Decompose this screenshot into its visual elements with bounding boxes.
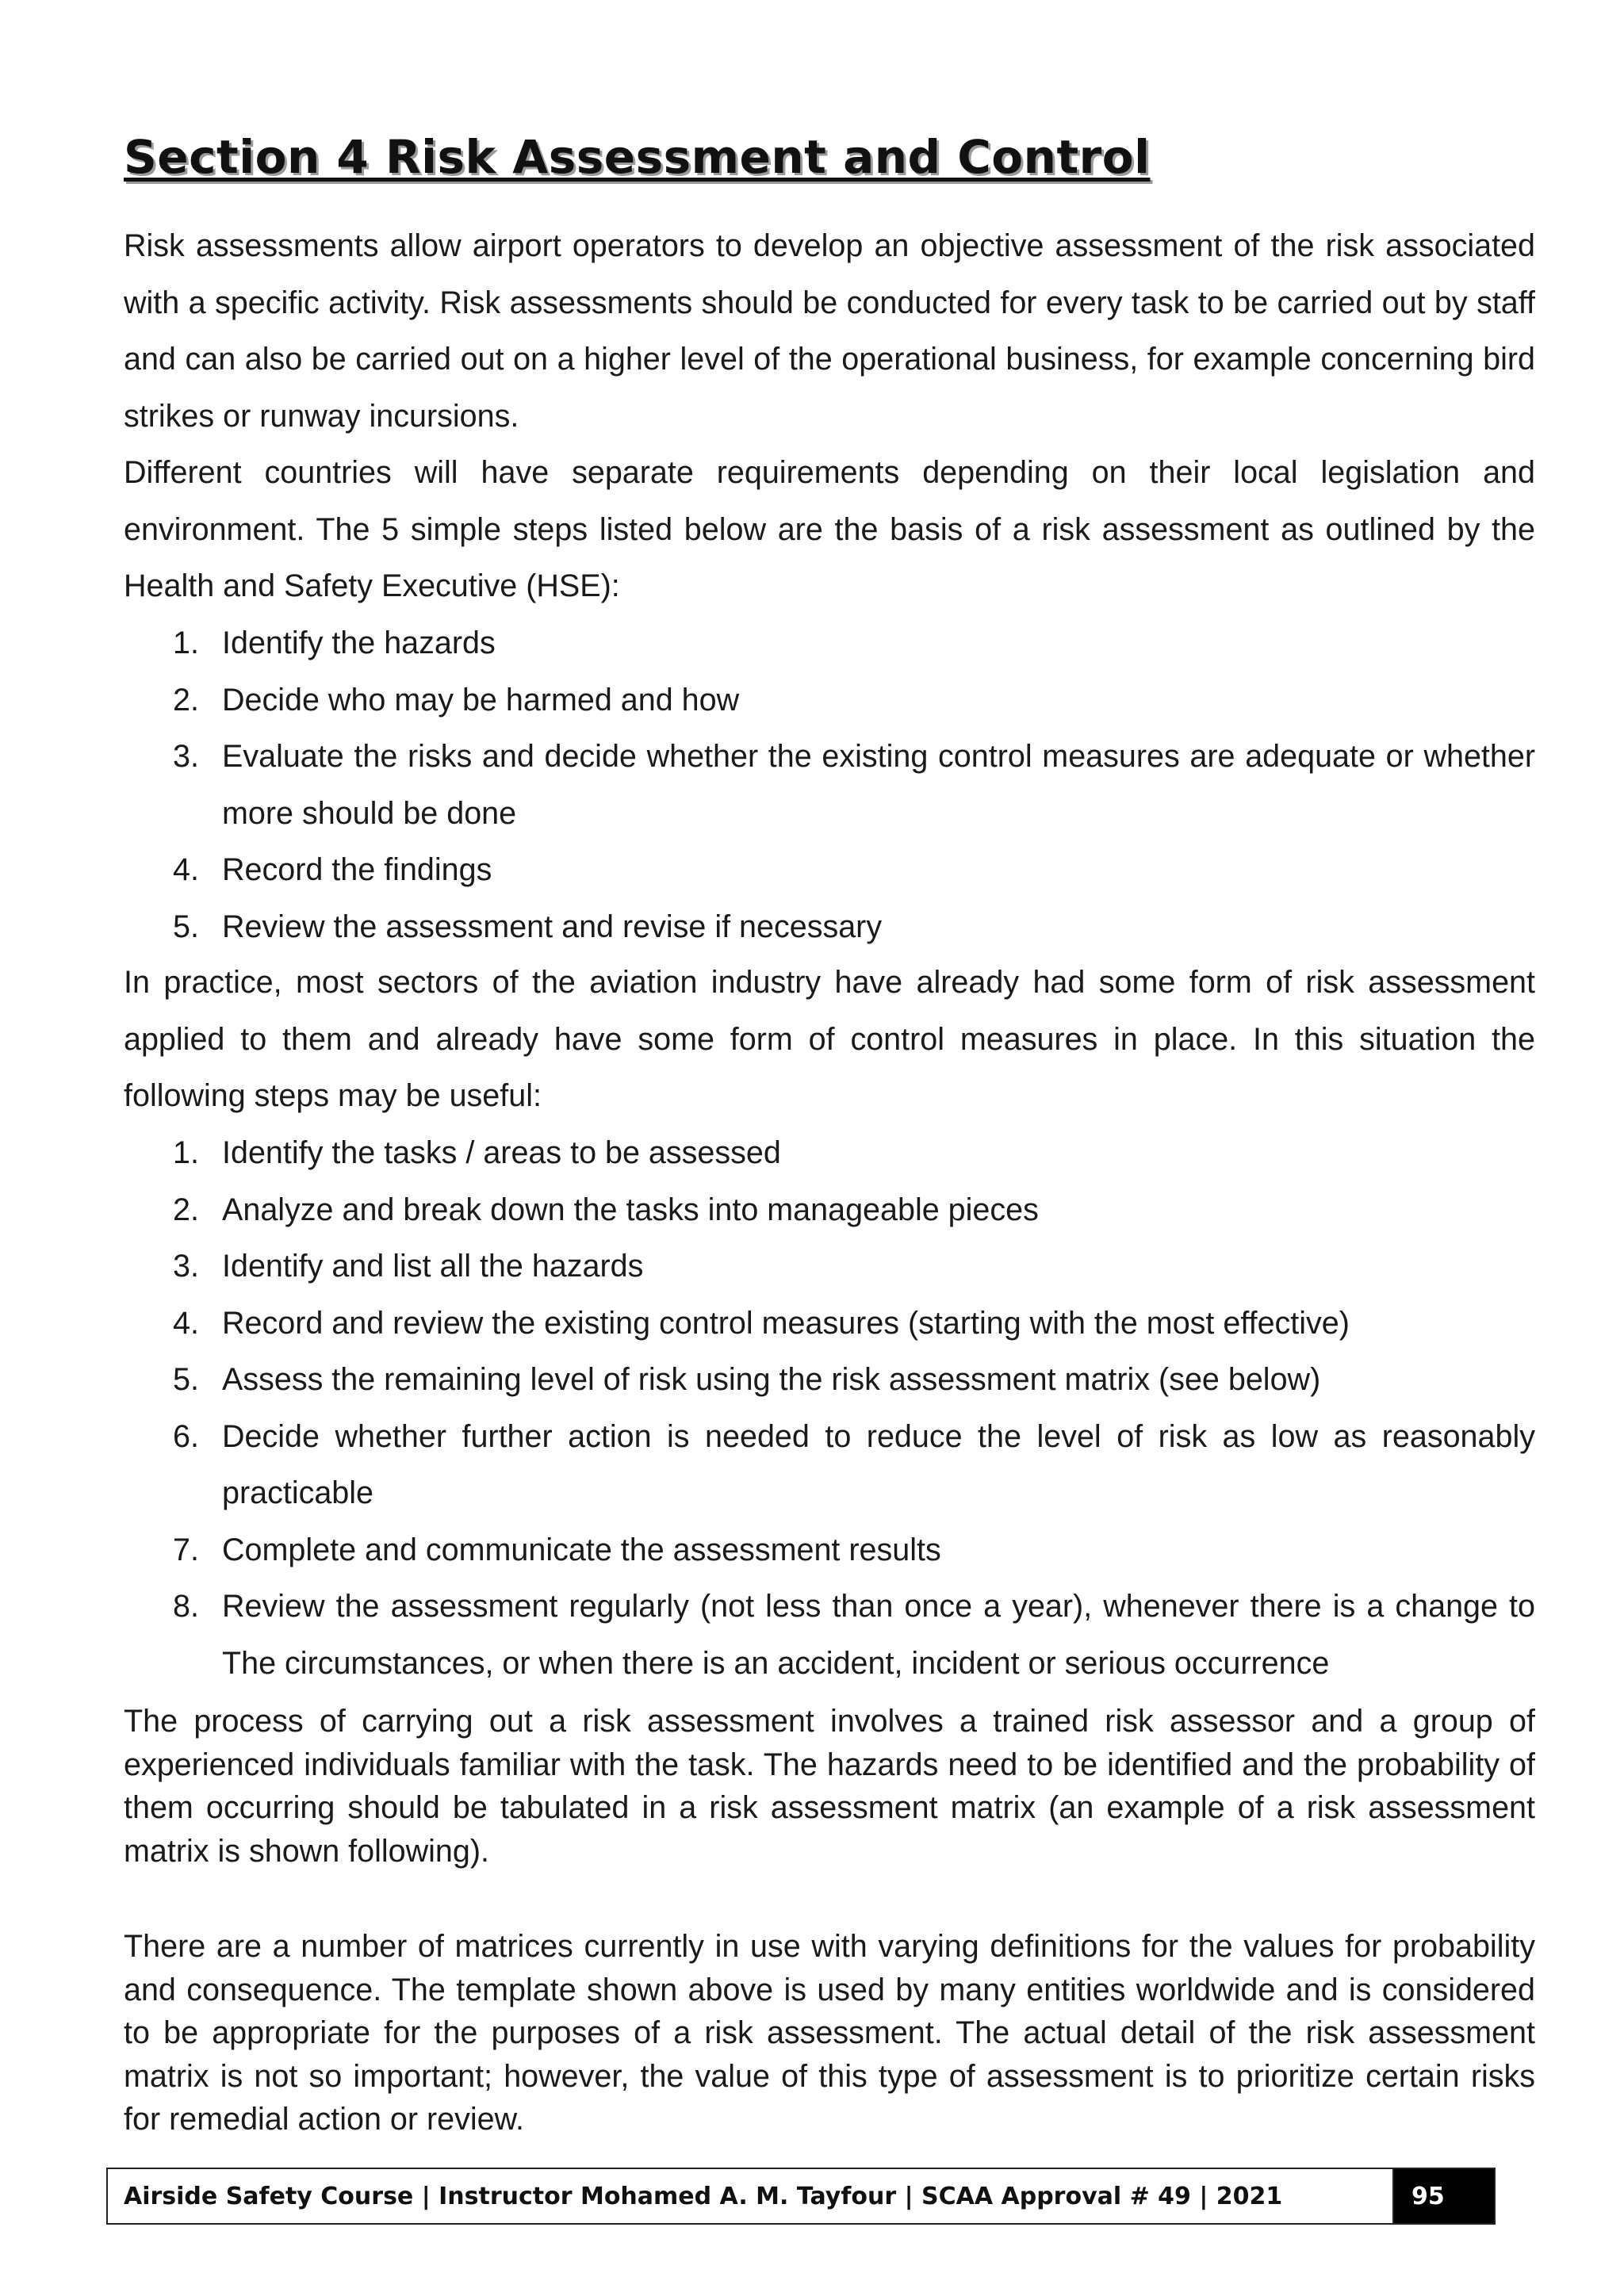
list-number: 1. [173, 1135, 199, 1170]
page-footer [106, 2168, 1496, 2225]
list-number: 2. [173, 1192, 199, 1227]
list-number: 3. [173, 1249, 199, 1284]
list-number: 3. [173, 739, 199, 774]
list-item-text: Review the assessment regularly (not less than once a year), whenever there is a change to The circumstances, or when there is an accident, incident or serious occurrence [222, 1589, 1535, 1681]
list-number: 5. [173, 909, 199, 944]
matrices-paragraph: There are a number of matrices currently in use with varying definitions for the values for probability and consequence. The template shown above is used by many entities worldwide and is considered to be appropriate for the purposes of a risk assessment. The actual detail of the risk assessment matrix is not so important; however, the value of this type of assessment is to prioritize certain risks for remedial action or review. [124, 1929, 1535, 2137]
list-item [124, 899, 1535, 956]
hse-paragraph: Different countries will have separate requirements depending on their local legislation and environment. The 5 simple steps listed below are the basis of a risk assessment as outlined by the Health and Safety Executive (HSE): [124, 455, 1535, 603]
process-paragraph: The process of carrying out a risk assessment involves a trained risk assessor and a group of experienced individuals familiar with the task. The hazards need to be identified and the probability of them occurring should be tabulated in a risk assessment matrix (an example of a risk assessment matrix is shown following). [124, 1704, 1535, 1869]
list-item [124, 842, 1535, 899]
list-number: 4. [173, 852, 199, 887]
list-number: 8. [173, 1589, 199, 1624]
list-item-text: Decide whether further action is needed to reduce the level of risk as low as reasonably practicable [222, 1418, 1535, 1510]
list-item [124, 672, 1535, 729]
useful-steps-list [124, 1125, 1535, 1692]
list-item [124, 615, 1535, 672]
list-item-text: Assess the remaining level of risk using the risk assessment matrix (see below) [222, 1362, 1321, 1397]
list-item-text: Identify and list all the hazards [222, 1249, 644, 1284]
page-number: 95 [1394, 2169, 1494, 2223]
footer-text: Airside Safety Course | Instructor Mohamed A. M. Tayfour | SCAA Approval # 49 | 2021 [108, 2169, 1394, 2223]
list-item-text: Analyze and break down the tasks into manageable pieces [222, 1192, 1039, 1227]
intro-paragraph: Risk assessments allow airport operators to develop an objective assessment of the risk associated with a specific activity. Risk assessments should be conducted for every task to be carried out by staff and can also be carried out on a higher level of the operational business, for example concerning bird strikes or runway incursions. [124, 228, 1535, 434]
list-item [124, 1182, 1535, 1239]
list-item [124, 1409, 1535, 1522]
list-item [124, 1238, 1535, 1295]
list-item-text: Identify the hazards [222, 626, 496, 660]
list-item-text: Identify the tasks / areas to be assessed [222, 1135, 781, 1170]
list-item-text: Review the assessment and revise if necessary [222, 909, 883, 944]
list-item-text: Evaluate the risks and decide whether the existing control measures are adequate or whether more should be done [222, 739, 1535, 831]
list-item [124, 1352, 1535, 1409]
list-item [124, 729, 1535, 842]
list-item-text: Record the findings [222, 852, 492, 887]
list-item [124, 1125, 1535, 1182]
list-item [124, 1522, 1535, 1579]
list-item-text: Complete and communicate the assessment results [222, 1532, 941, 1567]
list-item [124, 1578, 1535, 1692]
list-item-text: Decide who may be harmed and how [222, 682, 740, 718]
section-title: Section 4 Risk Assessment and Control [124, 130, 1151, 184]
practice-paragraph: In practice, most sectors of the aviation industry have already had some form of risk assessment applied to them and already have some form of control measures in place. In this situation the following steps may be useful: [124, 965, 1535, 1113]
list-number: 5. [173, 1362, 199, 1397]
list-item-text: Record and review the existing control measures (starting with the most effective) [222, 1305, 1350, 1341]
list-number: 7. [173, 1532, 199, 1567]
list-number: 1. [173, 626, 199, 660]
intro-block [124, 218, 1535, 615]
list-number: 2. [173, 682, 199, 718]
list-number: 4. [173, 1305, 199, 1341]
list-item [124, 1295, 1535, 1353]
list-number: 6. [173, 1418, 199, 1454]
hse-steps-list [124, 615, 1535, 955]
